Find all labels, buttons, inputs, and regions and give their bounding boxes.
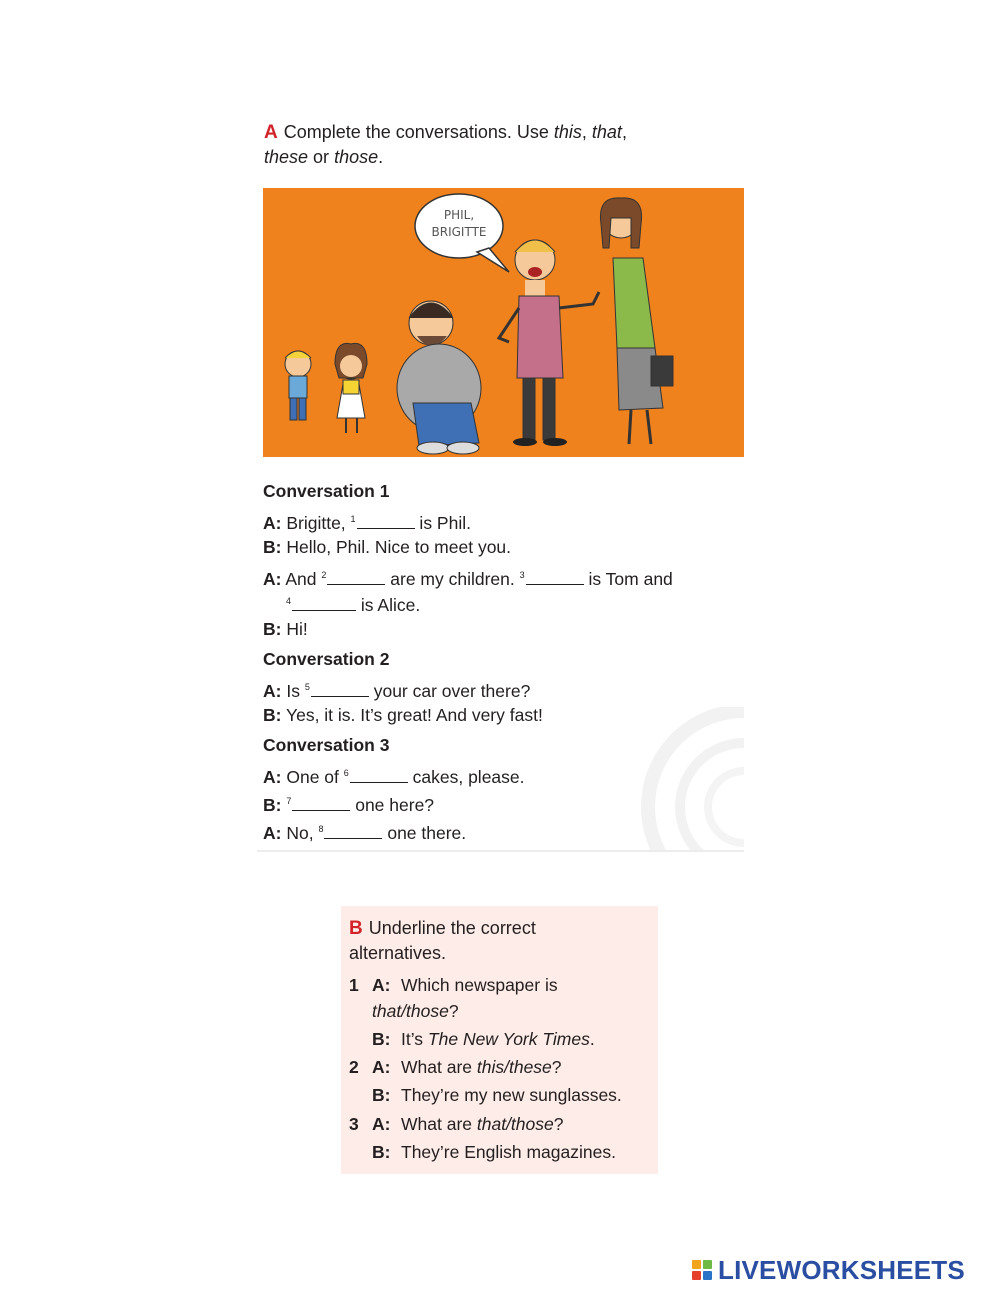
thin-man-figure	[499, 240, 599, 446]
liveworksheets-grid-icon	[692, 1260, 712, 1280]
conversation-1-line-5: B: Hi!	[263, 619, 308, 639]
item-1-alternatives[interactable]: that/those?	[372, 1001, 459, 1021]
decorative-rings	[604, 707, 744, 852]
exercise-a-letter: A	[264, 122, 278, 143]
item-3-alternatives[interactable]: that/those	[476, 1114, 554, 1134]
logo-text: LIVEWORKSHEETS	[718, 1255, 965, 1285]
conversation-1-line-4: $^4$ is Alice.	[286, 595, 421, 615]
woman-figure	[600, 198, 673, 444]
answer-blank-8[interactable]	[324, 823, 382, 839]
cartoon-family-drawing	[263, 188, 744, 457]
speech-line-1: PHIL,	[443, 208, 475, 222]
boy-figure	[285, 351, 311, 420]
exercise-b-instruction: B Underline the correct alternatives.	[349, 918, 536, 963]
conversation-3-title: Conversation 3	[263, 735, 390, 755]
conversation-3-line-3: A: No, $^8$ one there.	[263, 823, 467, 843]
answer-blank-5[interactable]	[311, 681, 369, 697]
cartoon-illustration	[263, 188, 744, 457]
answer-blank-1[interactable]	[357, 513, 415, 529]
item-2-alternatives[interactable]: this/these	[476, 1057, 552, 1077]
answer-blank-4[interactable]	[292, 595, 356, 611]
answer-blank-3[interactable]	[526, 569, 584, 585]
answer-blank-7[interactable]	[292, 795, 350, 811]
conversation-3-line-2: B: $^7$ one here?	[263, 795, 435, 815]
conversation-2-line-1: A: Is $^5$ your car over there?	[263, 681, 531, 701]
conversation-1-line-1: A: Brigitte, $^1$ is Phil.	[263, 513, 471, 533]
section-bottom-divider	[257, 850, 744, 852]
conversation-1-line-3: A: And $^2$ are my children. $^3$ is Tom and	[263, 569, 673, 589]
exercise-a-instruction: A Complete the conversations. Use this, that, these or those.	[264, 122, 627, 167]
answer-blank-2[interactable]	[327, 569, 385, 585]
answer-blank-6[interactable]	[350, 767, 408, 783]
conversation-2-title: Conversation 2	[263, 649, 390, 669]
exercise-a	[257, 112, 744, 852]
speech-bubble	[415, 194, 509, 272]
conversation-1-title: Conversation 1	[263, 481, 390, 501]
conversation-1-line-2: B: Hello, Phil. Nice to meet you.	[263, 537, 512, 557]
exercise-b: B Underline the correct alternatives. 1 A: Which newspaper is that/those? B: It’s The New York Times. 2 A: What are this/these? B: They’re my new sunglasses. 3 A: What are that/those? B: They’re English magazines.	[341, 906, 658, 1174]
conversation-2-line-2: B: Yes, it is. It’s great! And very fast!	[263, 705, 543, 725]
conversation-3-line-1: A: One of $^6$ cakes, please.	[263, 767, 525, 787]
exercise-b-letter: B	[349, 918, 363, 939]
speech-line-2: BRIGITTE	[431, 225, 487, 239]
big-man-figure	[397, 301, 481, 454]
girl-figure	[335, 343, 367, 433]
